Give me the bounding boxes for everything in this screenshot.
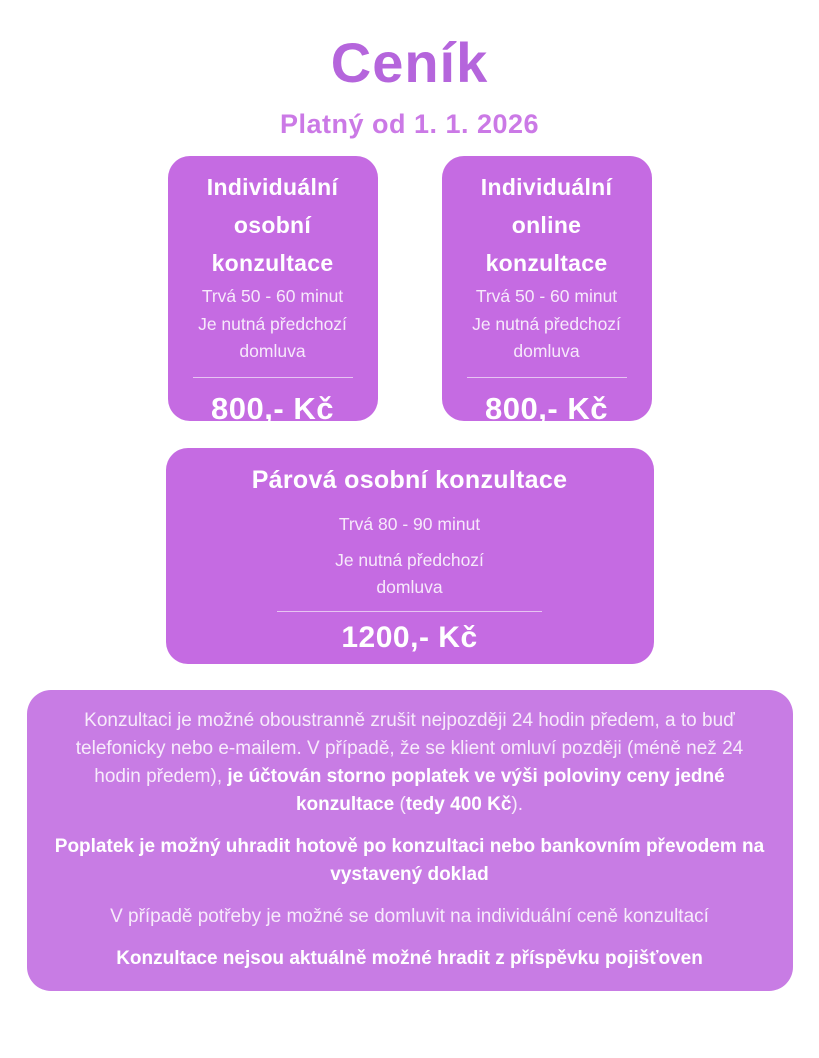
card-duration: Trvá 50 - 60 minut <box>201 286 344 307</box>
card-price: 1200,- Kč <box>341 621 478 655</box>
price-divider <box>277 611 542 612</box>
pricing-page <box>0 31 819 1058</box>
card-title-line: online <box>511 212 582 239</box>
card-note: Je nutná předchozí domluva <box>335 550 484 598</box>
card-individual-personal <box>168 156 378 427</box>
card-price: 800,- Kč <box>485 391 608 427</box>
price-divider <box>467 377 627 378</box>
notice-paragraph-payment: Poplatek je možný uhradit hotově po konzultaci nebo bankovním převodem na vystavený doklad <box>54 836 765 886</box>
card-duration: Trvá 50 - 60 minut <box>475 286 618 307</box>
card-title-line: Individuální <box>480 174 613 201</box>
notice-card <box>27 690 793 991</box>
card-note: Je nutná předchozí domluva <box>472 314 621 362</box>
card-couple-personal <box>166 448 654 664</box>
card-title-line: osobní <box>233 212 312 239</box>
page-subtitle: Platný od 1. 1. 2026 <box>279 108 540 139</box>
notice-paragraph-individual-price: V případě potřeby je možné se domluvit na individuální ceně konzultací <box>110 906 709 928</box>
card-price: 800,- Kč <box>211 391 334 427</box>
card-title: Párová osobní konzultace <box>251 466 568 495</box>
card-individual-online <box>442 156 652 427</box>
card-title-line: konzultace <box>211 250 334 277</box>
notice-paragraph-insurance: Konzultace nejsou aktuálně možné hradit z příspěvku pojišťoven <box>116 948 703 970</box>
notice-paragraph-cancellation: Konzultaci je možné oboustranně zrušit nejpozději 24 hodin předem, a to buď telefonicky nebo e-mailem. V případě, že se klient omluví později (méně než 24 hodin předem), je účtován storno poplatek ve výši poloviny ceny jedné konzultace (tedy 400 Kč). <box>75 710 744 816</box>
page-title: Ceník <box>330 31 489 94</box>
card-duration: Trvá 80 - 90 minut <box>338 514 481 535</box>
consultation-cards-row <box>0 156 819 427</box>
card-note: Je nutná předchozí domluva <box>198 314 347 362</box>
card-title-line: Individuální <box>206 174 339 201</box>
price-divider <box>193 377 353 378</box>
card-title-line: konzultace <box>485 250 608 277</box>
